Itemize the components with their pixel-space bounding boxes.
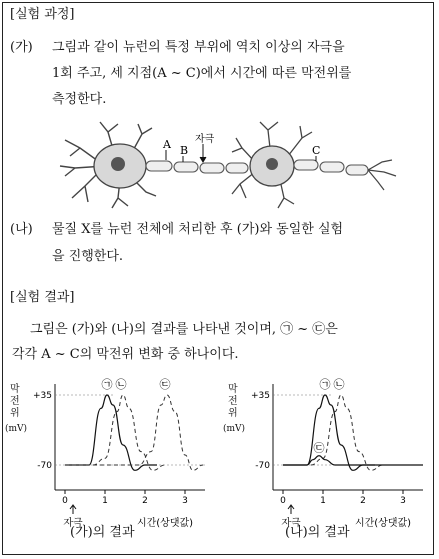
- step-b-line-2: 을 진행한다.: [52, 249, 124, 264]
- x-tick-label: 2: [360, 496, 366, 506]
- nucleus-right: [266, 158, 278, 170]
- graph-result-a: [0, 370, 220, 530]
- stimulus-label: 자극: [281, 518, 301, 529]
- step-a-line-3: 측정한다.: [52, 92, 107, 107]
- y-label-b-2: 전: [228, 396, 238, 407]
- x-tick-label: 3: [400, 496, 406, 506]
- x-tick-label: 2: [142, 496, 148, 506]
- step-a-marker: (가): [10, 40, 33, 55]
- step-a-line-2: 1회 주고, 세 지점(A ~ C)에서 시간에 따른 막전위를: [52, 66, 352, 81]
- y-label-a-1: 막: [10, 384, 20, 395]
- x-tick-label: 3: [182, 496, 188, 506]
- x-tick-label: 0: [62, 496, 68, 506]
- results-line-1: 그림은 (가)와 (나)의 결과를 나타낸 것이며, ㉠ ~ ㉢은: [30, 322, 338, 337]
- stimulus-arrow: [288, 505, 294, 514]
- x-axis-label: 시간(상댓값): [354, 518, 412, 529]
- results-heading: [실험 결과]: [10, 290, 75, 305]
- curve-label-1: ㉠: [101, 378, 113, 391]
- stimulus-arrow: [70, 505, 76, 514]
- y-unit-a: (mV): [5, 424, 28, 434]
- curve-label-3: ㉢: [159, 378, 171, 391]
- caption-a: (가)의 결과: [70, 525, 135, 540]
- y-unit-b: (mV): [223, 424, 246, 434]
- axon-segments: [146, 161, 248, 173]
- y-label-a-2: 전: [10, 396, 20, 407]
- axon-terminals: [368, 160, 396, 190]
- curve-label-2: ㉡: [333, 378, 345, 391]
- y-tick-label: +35: [33, 391, 52, 401]
- label-c: C: [312, 144, 321, 157]
- y-label-b-1: 막: [228, 384, 238, 395]
- label-a: A: [163, 138, 171, 151]
- neuron-diagram: [60, 118, 400, 210]
- curve-label-3: ㉢: [313, 441, 325, 455]
- y-label-a-3: 위: [10, 408, 20, 419]
- step-b-line-1: 물질 X를 뉴런 전체에 처리한 후 (가)와 동일한 실험: [52, 222, 344, 237]
- series-line-3: [65, 395, 203, 470]
- label-b: B: [180, 144, 189, 157]
- y-tick-label: -70: [37, 461, 52, 471]
- curve-label-1: ㉠: [319, 378, 331, 391]
- graph-result-b: [218, 370, 438, 530]
- label-stimulus: 자극: [195, 134, 215, 145]
- y-label-b-3: 위: [228, 408, 238, 419]
- curve-label-2: ㉡: [115, 378, 127, 391]
- procedure-heading: [실험 과정]: [10, 7, 75, 22]
- series-line-1: [283, 395, 375, 470]
- results-line-2: 각각 A ~ C의 막전위 변화 중 하나이다.: [12, 347, 239, 362]
- caption-b: (나)의 결과: [285, 525, 350, 540]
- x-axis-label: 시간(상댓값): [136, 518, 194, 529]
- series-line-1: [65, 395, 157, 470]
- stimulus-label: 자극: [63, 518, 83, 529]
- x-tick-label: 1: [320, 496, 326, 506]
- x-tick-label: 0: [280, 496, 286, 506]
- step-a-line-1: 그림과 같이 뉴런의 특정 부위에 역치 이상의 자극을: [52, 40, 345, 55]
- step-b-marker: (나): [10, 222, 33, 237]
- y-tick-label: +35: [251, 391, 270, 401]
- x-tick-label: 1: [102, 496, 108, 506]
- nucleus-left: [111, 157, 125, 171]
- series-line-3: [283, 456, 423, 465]
- y-tick-label: -70: [255, 461, 270, 471]
- axon-segments-right: [294, 160, 368, 175]
